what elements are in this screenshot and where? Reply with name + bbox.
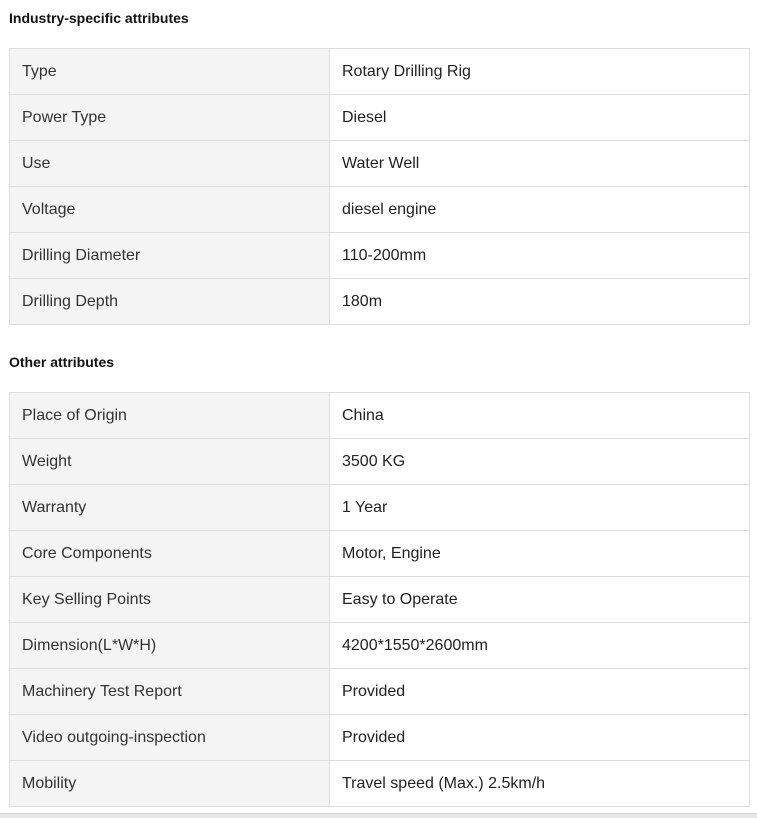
attribute-key: Use	[10, 141, 330, 187]
attribute-value: Diesel	[330, 95, 750, 141]
attribute-value: Rotary Drilling Rig	[330, 49, 750, 95]
attribute-key: Warranty	[10, 485, 330, 531]
table-row	[10, 669, 750, 715]
table-row	[10, 531, 750, 577]
attribute-key: Type	[10, 49, 330, 95]
table-row	[10, 393, 750, 439]
horizontal-scrollbar[interactable]	[0, 813, 757, 818]
attribute-key: Drilling Depth	[10, 279, 330, 325]
table-row	[10, 233, 750, 279]
attribute-value: 4200*1550*2600mm	[330, 623, 750, 669]
attribute-value: Easy to Operate	[330, 577, 750, 623]
attribute-value: Provided	[330, 669, 750, 715]
attribute-key: Core Components	[10, 531, 330, 577]
other-attributes-title: Other attributes	[9, 354, 115, 370]
attribute-key: Weight	[10, 439, 330, 485]
attribute-value: Water Well	[330, 141, 750, 187]
table-row	[10, 577, 750, 623]
attribute-key: Key Selling Points	[10, 577, 330, 623]
table-row	[10, 623, 750, 669]
attribute-value: Travel speed (Max.) 2.5km/h	[330, 761, 750, 807]
attribute-key: Place of Origin	[10, 393, 330, 439]
attribute-value: Motor, Engine	[330, 531, 750, 577]
attribute-value: Provided	[330, 715, 750, 761]
attribute-key: Video outgoing-inspection	[10, 715, 330, 761]
attribute-key: Power Type	[10, 95, 330, 141]
table-row	[10, 439, 750, 485]
industry-attributes-title: Industry-specific attributes	[9, 10, 189, 26]
industry-attributes-table	[9, 48, 750, 325]
table-row	[10, 95, 750, 141]
table-row	[10, 187, 750, 233]
table-row	[10, 279, 750, 325]
attribute-key: Dimension(L*W*H)	[10, 623, 330, 669]
attribute-key: Mobility	[10, 761, 330, 807]
attribute-value: 3500 KG	[330, 439, 750, 485]
table-row	[10, 49, 750, 95]
attribute-key: Drilling Diameter	[10, 233, 330, 279]
attribute-value: 1 Year	[330, 485, 750, 531]
table-row	[10, 761, 750, 807]
table-row	[10, 715, 750, 761]
attribute-key: Voltage	[10, 187, 330, 233]
attribute-value: 180m	[330, 279, 750, 325]
attribute-value: 110-200mm	[330, 233, 750, 279]
other-attributes-table	[9, 392, 750, 807]
table-row	[10, 485, 750, 531]
attribute-key: Machinery Test Report	[10, 669, 330, 715]
attribute-value: China	[330, 393, 750, 439]
attribute-value: diesel engine	[330, 187, 750, 233]
table-row	[10, 141, 750, 187]
